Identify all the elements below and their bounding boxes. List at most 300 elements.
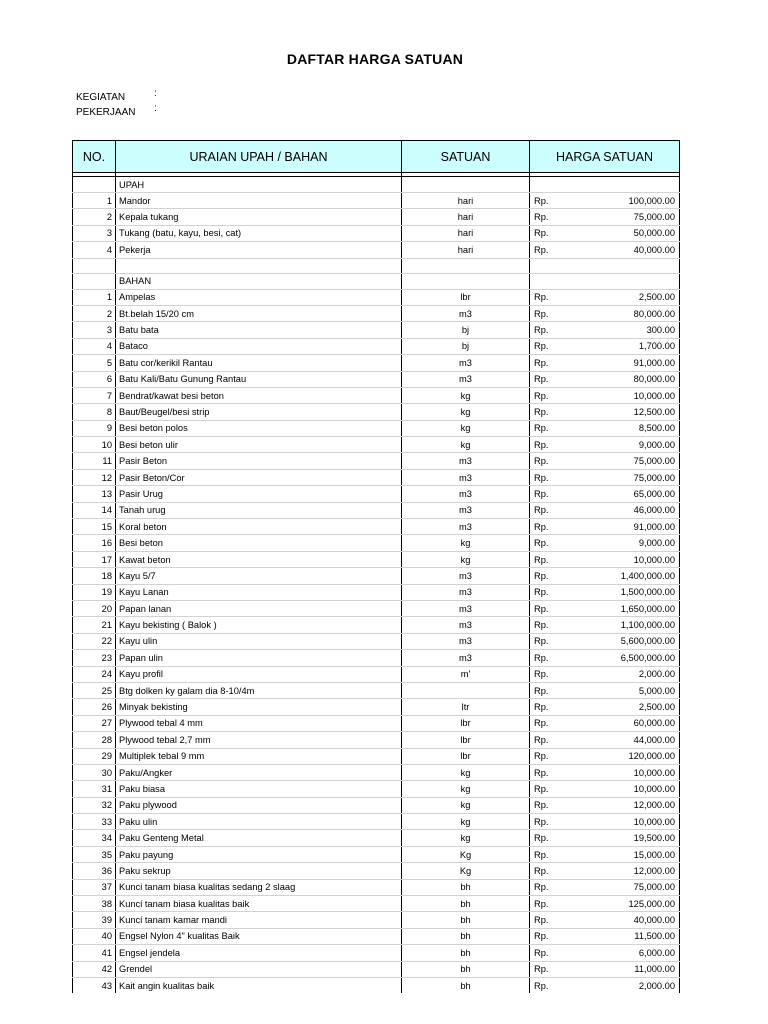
cell-currency: Rp. (530, 404, 590, 420)
cell-currency: Rp. (530, 193, 590, 209)
cell-currency (530, 273, 590, 289)
cell-price: 91,000.00 (590, 355, 680, 371)
table-row (73, 502, 680, 518)
cell-no: 40 (73, 928, 116, 944)
cell-name: Baut/Beugel/besi strip (116, 404, 402, 420)
cell-no: 43 (73, 977, 116, 993)
price-table-container (72, 140, 679, 993)
cell-unit: m3 (402, 584, 530, 600)
cell-price: 75,000.00 (590, 469, 680, 485)
cell-unit: m3 (402, 355, 530, 371)
cell-price: 125,000.00 (590, 896, 680, 912)
table-row (73, 305, 680, 321)
cell-currency: Rp. (530, 797, 590, 813)
cell-currency: Rp. (530, 715, 590, 731)
cell-name: Btg dolken ky galam dia 8-10/4m (116, 682, 402, 698)
table-row (73, 879, 680, 895)
cell-unit: lbr (402, 732, 530, 748)
cell-unit: hari (402, 225, 530, 241)
cell-unit: kg (402, 551, 530, 567)
table-row (73, 748, 680, 764)
cell-currency: Rp. (530, 879, 590, 895)
cell-price: 65,000.00 (590, 486, 680, 502)
table-row (73, 945, 680, 961)
cell-unit: bj (402, 322, 530, 338)
cell-price: 10,000.00 (590, 781, 680, 797)
cell-no: 21 (73, 617, 116, 633)
table-header-row (73, 141, 680, 173)
cell-currency: Rp. (530, 355, 590, 371)
cell-currency: Rp. (530, 551, 590, 567)
cell-unit: kg (402, 535, 530, 551)
cell-name: Grendel (116, 961, 402, 977)
cell-unit: m3 (402, 617, 530, 633)
cell-unit: hari (402, 242, 530, 258)
cell-name: Batu bata (116, 322, 402, 338)
cell-name: Kunci tanam kamar mandi (116, 912, 402, 928)
cell-unit: bj (402, 338, 530, 354)
cell-name: Plywood tebal 2,7 mm (116, 732, 402, 748)
table-row (73, 225, 680, 241)
cell-no: 36 (73, 863, 116, 879)
cell-price (590, 177, 680, 193)
cell-unit: m3 (402, 568, 530, 584)
cell-unit: kg (402, 387, 530, 403)
cell-currency: Rp. (530, 371, 590, 387)
cell-price: 5,600,000.00 (590, 633, 680, 649)
cell-name: Batu cor/kerikil Rantau (116, 355, 402, 371)
cell-no: 12 (73, 469, 116, 485)
cell-no: 17 (73, 551, 116, 567)
cell-currency: Rp. (530, 977, 590, 993)
cell-name: Kepala tukang (116, 209, 402, 225)
table-row (73, 209, 680, 225)
cell-name: Plywood tebal 4 mm (116, 715, 402, 731)
cell-unit: m3 (402, 502, 530, 518)
cell-name: Bataco (116, 338, 402, 354)
cell-unit: ltr (402, 699, 530, 715)
cell-no: 35 (73, 846, 116, 862)
cell-name (116, 258, 402, 273)
cell-unit (402, 273, 530, 289)
table-row (73, 453, 680, 469)
price-table (72, 140, 680, 993)
cell-no: 13 (73, 486, 116, 502)
cell-price: 300.00 (590, 322, 680, 338)
table-row (73, 289, 680, 305)
cell-price: 5,000.00 (590, 682, 680, 698)
cell-price: 9,000.00 (590, 437, 680, 453)
cell-currency: Rp. (530, 469, 590, 485)
cell-currency: Rp. (530, 502, 590, 518)
cell-unit: m' (402, 666, 530, 682)
cell-currency: Rp. (530, 814, 590, 830)
cell-unit: kg (402, 437, 530, 453)
cell-currency: Rp. (530, 617, 590, 633)
table-row (73, 896, 680, 912)
table-row (73, 732, 680, 748)
cell-name: Kayu ulin (116, 633, 402, 649)
cell-no: 27 (73, 715, 116, 731)
cell-no: 33 (73, 814, 116, 830)
cell-no: 34 (73, 830, 116, 846)
cell-no: 41 (73, 945, 116, 961)
table-body (73, 173, 680, 994)
cell-unit: kg (402, 781, 530, 797)
cell-currency (530, 177, 590, 193)
cell-currency: Rp. (530, 437, 590, 453)
cell-currency: Rp. (530, 486, 590, 502)
cell-currency: Rp. (530, 568, 590, 584)
cell-unit: hari (402, 193, 530, 209)
cell-currency (530, 258, 590, 273)
cell-price: 10,000.00 (590, 764, 680, 780)
table-row (73, 666, 680, 682)
cell-no: 14 (73, 502, 116, 518)
cell-unit: bh (402, 961, 530, 977)
cell-currency: Rp. (530, 600, 590, 616)
cell-name: Kait angin kualitas baik (116, 977, 402, 993)
table-row (73, 420, 680, 436)
table-row (73, 633, 680, 649)
cell-price: 8,500.00 (590, 420, 680, 436)
cell-no: 18 (73, 568, 116, 584)
cell-currency: Rp. (530, 863, 590, 879)
cell-name: Mandor (116, 193, 402, 209)
table-row (73, 486, 680, 502)
cell-unit: kg (402, 420, 530, 436)
cell-price: 120,000.00 (590, 748, 680, 764)
header-uraian: URAIAN UPAH / BAHAN (116, 141, 402, 173)
table-row (73, 338, 680, 354)
table-row (73, 617, 680, 633)
cell-no: 38 (73, 896, 116, 912)
table-row (73, 193, 680, 209)
cell-no: 24 (73, 666, 116, 682)
cell-name: Kayu 5/7 (116, 568, 402, 584)
cell-unit: lbr (402, 289, 530, 305)
table-row (73, 600, 680, 616)
cell-no: 2 (73, 305, 116, 321)
table-row (73, 404, 680, 420)
section-row (73, 177, 680, 193)
cell-price: 44,000.00 (590, 732, 680, 748)
cell-name: Besi beton polos (116, 420, 402, 436)
cell-currency: Rp. (530, 650, 590, 666)
cell-no: 8 (73, 404, 116, 420)
cell-price: 75,000.00 (590, 209, 680, 225)
cell-price: 11,500.00 (590, 928, 680, 944)
cell-price: 1,650,000.00 (590, 600, 680, 616)
meta-kegiatan (76, 88, 157, 103)
table-row (73, 863, 680, 879)
cell-price: 10,000.00 (590, 387, 680, 403)
cell-currency: Rp. (530, 666, 590, 682)
cell-no: 7 (73, 387, 116, 403)
table-row (73, 371, 680, 387)
meta-label: KEGIATAN (76, 92, 126, 103)
cell-name: Kayu bekisting ( Balok ) (116, 617, 402, 633)
cell-unit: m3 (402, 305, 530, 321)
cell-unit: m3 (402, 469, 530, 485)
cell-name: Kunci tanam biasa kualitas baik (116, 896, 402, 912)
cell-unit: bh (402, 945, 530, 961)
cell-price: 12,000.00 (590, 797, 680, 813)
cell-name: Kayu Lanan (116, 584, 402, 600)
cell-price: 1,100,000.00 (590, 617, 680, 633)
cell-no: 16 (73, 535, 116, 551)
cell-name: Papan ulin (116, 650, 402, 666)
cell-currency: Rp. (530, 896, 590, 912)
cell-no: 15 (73, 519, 116, 535)
cell-no: 30 (73, 764, 116, 780)
table-row (73, 437, 680, 453)
cell-price: 1,500,000.00 (590, 584, 680, 600)
cell-unit: bh (402, 879, 530, 895)
table-row (73, 682, 680, 698)
section-title: BAHAN (116, 273, 402, 289)
cell-no: 6 (73, 371, 116, 387)
cell-name: Pekerja (116, 242, 402, 258)
cell-name: Paku ulin (116, 814, 402, 830)
cell-currency: Rp. (530, 830, 590, 846)
cell-name: Engsel jendela (116, 945, 402, 961)
cell-currency: Rp. (530, 699, 590, 715)
cell-no: 20 (73, 600, 116, 616)
cell-price: 2,500.00 (590, 699, 680, 715)
cell-price: 91,000.00 (590, 519, 680, 535)
cell-price: 46,000.00 (590, 502, 680, 518)
table-row (73, 584, 680, 600)
cell-currency: Rp. (530, 846, 590, 862)
cell-no: 22 (73, 633, 116, 649)
cell-unit: Kg (402, 863, 530, 879)
cell-price: 40,000.00 (590, 912, 680, 928)
cell-unit: m3 (402, 486, 530, 502)
table-row (73, 912, 680, 928)
cell-price: 2,000.00 (590, 977, 680, 993)
cell-unit: bh (402, 896, 530, 912)
cell-no: 32 (73, 797, 116, 813)
cell-currency: Rp. (530, 453, 590, 469)
cell-currency: Rp. (530, 748, 590, 764)
cell-price: 6,000.00 (590, 945, 680, 961)
cell-name: Multiplek tebal 9 mm (116, 748, 402, 764)
cell-price: 9,000.00 (590, 535, 680, 551)
cell-price: 100,000.00 (590, 193, 680, 209)
cell-unit: kg (402, 764, 530, 780)
table-row (73, 846, 680, 862)
cell-currency: Rp. (530, 242, 590, 258)
cell-price: 60,000.00 (590, 715, 680, 731)
table-row (73, 355, 680, 371)
cell-currency: Rp. (530, 928, 590, 944)
blank-row (73, 258, 680, 273)
cell-name: Paku payung (116, 846, 402, 862)
meta-value: : (154, 88, 157, 99)
cell-no: 5 (73, 355, 116, 371)
section-row (73, 273, 680, 289)
cell-name: Pasir Urug (116, 486, 402, 502)
cell-price: 2,000.00 (590, 666, 680, 682)
cell-unit: hari (402, 209, 530, 225)
cell-currency: Rp. (530, 961, 590, 977)
cell-no: 26 (73, 699, 116, 715)
cell-unit: kg (402, 814, 530, 830)
cell-price: 10,000.00 (590, 551, 680, 567)
cell-no: 28 (73, 732, 116, 748)
cell-unit: m3 (402, 633, 530, 649)
cell-currency: Rp. (530, 584, 590, 600)
meta-label: PEKERJAAN (76, 107, 136, 118)
cell-name: Kayu profil (116, 666, 402, 682)
cell-unit: kg (402, 404, 530, 420)
table-row (73, 781, 680, 797)
cell-unit: kg (402, 830, 530, 846)
cell-name: Paku Genteng Metal (116, 830, 402, 846)
cell-price: 12,500.00 (590, 404, 680, 420)
table-row (73, 469, 680, 485)
table-row (73, 519, 680, 535)
cell-no: 1 (73, 289, 116, 305)
table-row (73, 568, 680, 584)
cell-no: 31 (73, 781, 116, 797)
table-row (73, 814, 680, 830)
cell-name: Paku biasa (116, 781, 402, 797)
cell-name: Tanah urug (116, 502, 402, 518)
cell-currency: Rp. (530, 633, 590, 649)
cell-currency: Rp. (530, 322, 590, 338)
cell-unit: m3 (402, 600, 530, 616)
cell-unit: lbr (402, 748, 530, 764)
cell-currency: Rp. (530, 764, 590, 780)
cell-price (590, 273, 680, 289)
cell-no: 37 (73, 879, 116, 895)
cell-price: 80,000.00 (590, 305, 680, 321)
cell-name: Batu Kali/Batu Gunung Rantau (116, 371, 402, 387)
cell-price: 11,000.00 (590, 961, 680, 977)
cell-name: Kunci tanam biasa kualitas sedang 2 slaag (116, 879, 402, 895)
header-harga: HARGA SATUAN (530, 141, 680, 173)
cell-unit (402, 258, 530, 273)
cell-no: 3 (73, 322, 116, 338)
cell-unit: bh (402, 912, 530, 928)
cell-unit (402, 682, 530, 698)
table-row (73, 387, 680, 403)
cell-name: Kawat beton (116, 551, 402, 567)
cell-price: 1,700.00 (590, 338, 680, 354)
table-row (73, 830, 680, 846)
cell-no: 39 (73, 912, 116, 928)
cell-currency: Rp. (530, 732, 590, 748)
cell-price: 75,000.00 (590, 453, 680, 469)
cell-currency: Rp. (530, 945, 590, 961)
cell-no: 19 (73, 584, 116, 600)
cell-currency: Rp. (530, 781, 590, 797)
cell-price: 40,000.00 (590, 242, 680, 258)
cell-no (73, 177, 116, 193)
cell-name: Paku plywood (116, 797, 402, 813)
cell-name: Bendrat/kawat besi beton (116, 387, 402, 403)
table-row (73, 928, 680, 944)
cell-no: 1 (73, 193, 116, 209)
table-row (73, 764, 680, 780)
cell-unit (402, 177, 530, 193)
cell-no: 4 (73, 338, 116, 354)
cell-price: 12,000.00 (590, 863, 680, 879)
cell-no: 4 (73, 242, 116, 258)
cell-no: 42 (73, 961, 116, 977)
cell-currency: Rp. (530, 338, 590, 354)
cell-name: Minyak bekisting (116, 699, 402, 715)
cell-no (73, 258, 116, 273)
cell-name: Besi beton ulir (116, 437, 402, 453)
cell-currency: Rp. (530, 519, 590, 535)
meta-pekerjaan (76, 103, 157, 118)
cell-name: Paku sekrup (116, 863, 402, 879)
cell-name: Tukang (batu, kayu, besi, cat) (116, 225, 402, 241)
cell-currency: Rp. (530, 209, 590, 225)
cell-name: Paku/Angker (116, 764, 402, 780)
cell-no: 10 (73, 437, 116, 453)
cell-currency: Rp. (530, 289, 590, 305)
cell-name: Besi beton (116, 535, 402, 551)
header-no: NO. (73, 141, 116, 173)
cell-price (590, 258, 680, 273)
cell-currency: Rp. (530, 912, 590, 928)
cell-unit: bh (402, 977, 530, 993)
cell-no: 23 (73, 650, 116, 666)
cell-price: 2,500.00 (590, 289, 680, 305)
cell-currency: Rp. (530, 682, 590, 698)
table-row (73, 977, 680, 993)
cell-unit: Kg (402, 846, 530, 862)
table-row (73, 551, 680, 567)
table-row (73, 797, 680, 813)
cell-name: Bt.belah 15/20 cm (116, 305, 402, 321)
page-title: DAFTAR HARGA SATUAN (286, 51, 464, 67)
cell-name: Engsel Nylon 4" kualitas Baik (116, 928, 402, 944)
cell-unit: bh (402, 928, 530, 944)
cell-unit: m3 (402, 650, 530, 666)
cell-currency: Rp. (530, 535, 590, 551)
cell-no: 25 (73, 682, 116, 698)
cell-no: 2 (73, 209, 116, 225)
cell-currency: Rp. (530, 305, 590, 321)
table-row (73, 535, 680, 551)
table-row (73, 322, 680, 338)
table-row (73, 699, 680, 715)
cell-unit: m3 (402, 453, 530, 469)
cell-name: Pasir Beton/Cor (116, 469, 402, 485)
cell-price: 75,000.00 (590, 879, 680, 895)
cell-no: 29 (73, 748, 116, 764)
cell-currency: Rp. (530, 420, 590, 436)
cell-price: 80,000.00 (590, 371, 680, 387)
cell-price: 1,400,000.00 (590, 568, 680, 584)
table-row (73, 242, 680, 258)
cell-currency: Rp. (530, 387, 590, 403)
cell-unit: lbr (402, 715, 530, 731)
section-title: UPAH (116, 177, 402, 193)
cell-no: 11 (73, 453, 116, 469)
cell-price: 50,000.00 (590, 225, 680, 241)
cell-unit: m3 (402, 371, 530, 387)
cell-currency: Rp. (530, 225, 590, 241)
cell-no: 9 (73, 420, 116, 436)
cell-unit: m3 (402, 519, 530, 535)
cell-no (73, 273, 116, 289)
